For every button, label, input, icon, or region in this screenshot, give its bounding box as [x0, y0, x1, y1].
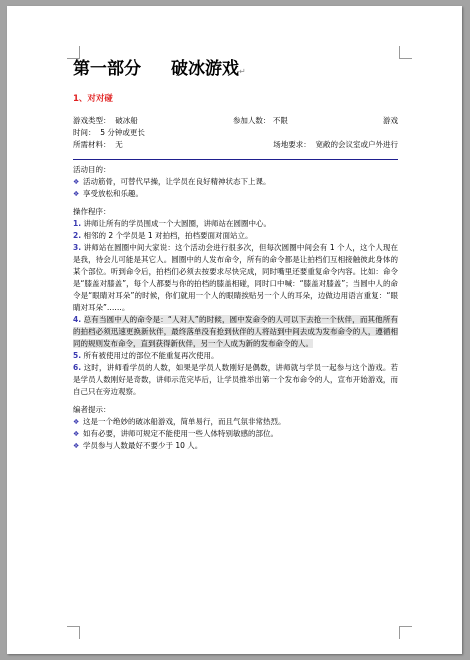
meta-row-1	[73, 115, 398, 127]
horizontal-rule	[73, 159, 398, 160]
page-title	[73, 58, 398, 83]
title-name: 破冰游戏	[171, 59, 239, 79]
procedure-step: 5. 所有被使用过的部位不能重复再次使用。	[73, 351, 219, 360]
meta-row-2	[73, 127, 398, 139]
tip-item: ❖ 学员参与人数最好不要少于 10 人。	[73, 440, 398, 452]
tip-item: ❖ 这是一个绝妙的破冰船游戏，简单易行，而且气氛非常热烈。	[73, 416, 398, 428]
type-label: 游戏类型：	[73, 116, 111, 125]
tips-list	[73, 416, 398, 452]
game-label: 游戏	[382, 116, 398, 125]
procedure-step: 2. 相邻的 2 个学员是 1 对拍档，拍档要面对面站立。	[73, 231, 253, 240]
section-heading: 1、对对碰	[73, 94, 113, 104]
procedure-list	[73, 218, 398, 398]
venue-label: 场地要求：	[273, 140, 311, 149]
crop-mark-bottom-left	[67, 626, 80, 639]
materials-value: 无	[115, 140, 123, 149]
procedure-step: 6. 这时，讲师看学员的人数，如果是学员人数刚好是偶数，讲师就与学员一起参与这个游戏。若是学员人数刚好是奇数，讲师示范完毕后，让学员推举出第一个发布命令的人，宣布开始游戏，而自己只在旁边观察。	[73, 363, 398, 396]
procedure-step: 3. 讲师站在圆圈中间大家说：这个活动会进行很多次，但每次圆圈中间会有 1 个人，这个人现在是我，待会儿可能是其它人。圆圈中的人发布命令，所有的命令都是让拍档们互相接触彼此身体的某个部位。听到命令后，拍档们必须去按要求尽快完成，同时嘴里还要重复命令内容。比如：命令是“膝盖对膝盖”，每个人都要与你的拍档的膝盖相碰，同时口中喊：“膝盖对膝盖”；当圆中人的命令是“眼睛对耳朵”的时候，你们就用一个人的眼睛挨贴另一个人的耳朵，边做边用语言重复：“眼睛对耳朵”……。	[73, 243, 398, 312]
people-value: 不限	[272, 116, 288, 125]
procedure-step: 4. 总有当圆中人的命令是：“人对人”的时候，圆中发命令的人可以下去抢一个伙伴，而其他所有的拍档必须迅速更换新伙伴，最终落单没有抢到伙伴的人将站到中间去成为发布命令的人，遵循相同的规则发布命令，直到获得新伙伴，另一个人成为新的发布命令的人。	[73, 315, 398, 348]
people-label: 参加人数：	[232, 116, 271, 125]
type-value: 破冰船	[115, 116, 138, 125]
meta-row-3	[73, 139, 398, 151]
tip-item: ❖ 如有必要，讲师可规定不能使用一些人体特别敏感的部位。	[73, 428, 398, 440]
time-label: 时间：	[73, 128, 96, 137]
materials-label: 所需材料：	[73, 140, 111, 149]
procedure-heading: 操作程序：	[73, 207, 111, 216]
paragraph-mark-icon: ↵	[239, 67, 246, 76]
tips-heading: 编者提示：	[73, 405, 111, 414]
crop-mark-top-right	[399, 46, 412, 59]
document-body[interactable]	[73, 58, 398, 452]
crop-mark-bottom-right	[399, 626, 412, 639]
title-part: 第一部分	[73, 59, 141, 79]
venue-value: 宽敞的会议室或户外进行	[315, 140, 398, 149]
purpose-item: ❖ 活动筋骨，可替代早操，让学员在良好精神状态下上课。	[73, 176, 398, 188]
purpose-list	[73, 176, 398, 200]
purpose-item: ❖ 享受放松和乐趣。	[73, 188, 398, 200]
time-value: 5 分钟或更长	[100, 128, 145, 137]
procedure-step: 1. 讲师让所有的学员围成一个大圆圈，讲师站在圆圈中心。	[73, 219, 271, 228]
purpose-heading: 活动目的：	[73, 165, 111, 174]
document-page	[7, 6, 462, 654]
